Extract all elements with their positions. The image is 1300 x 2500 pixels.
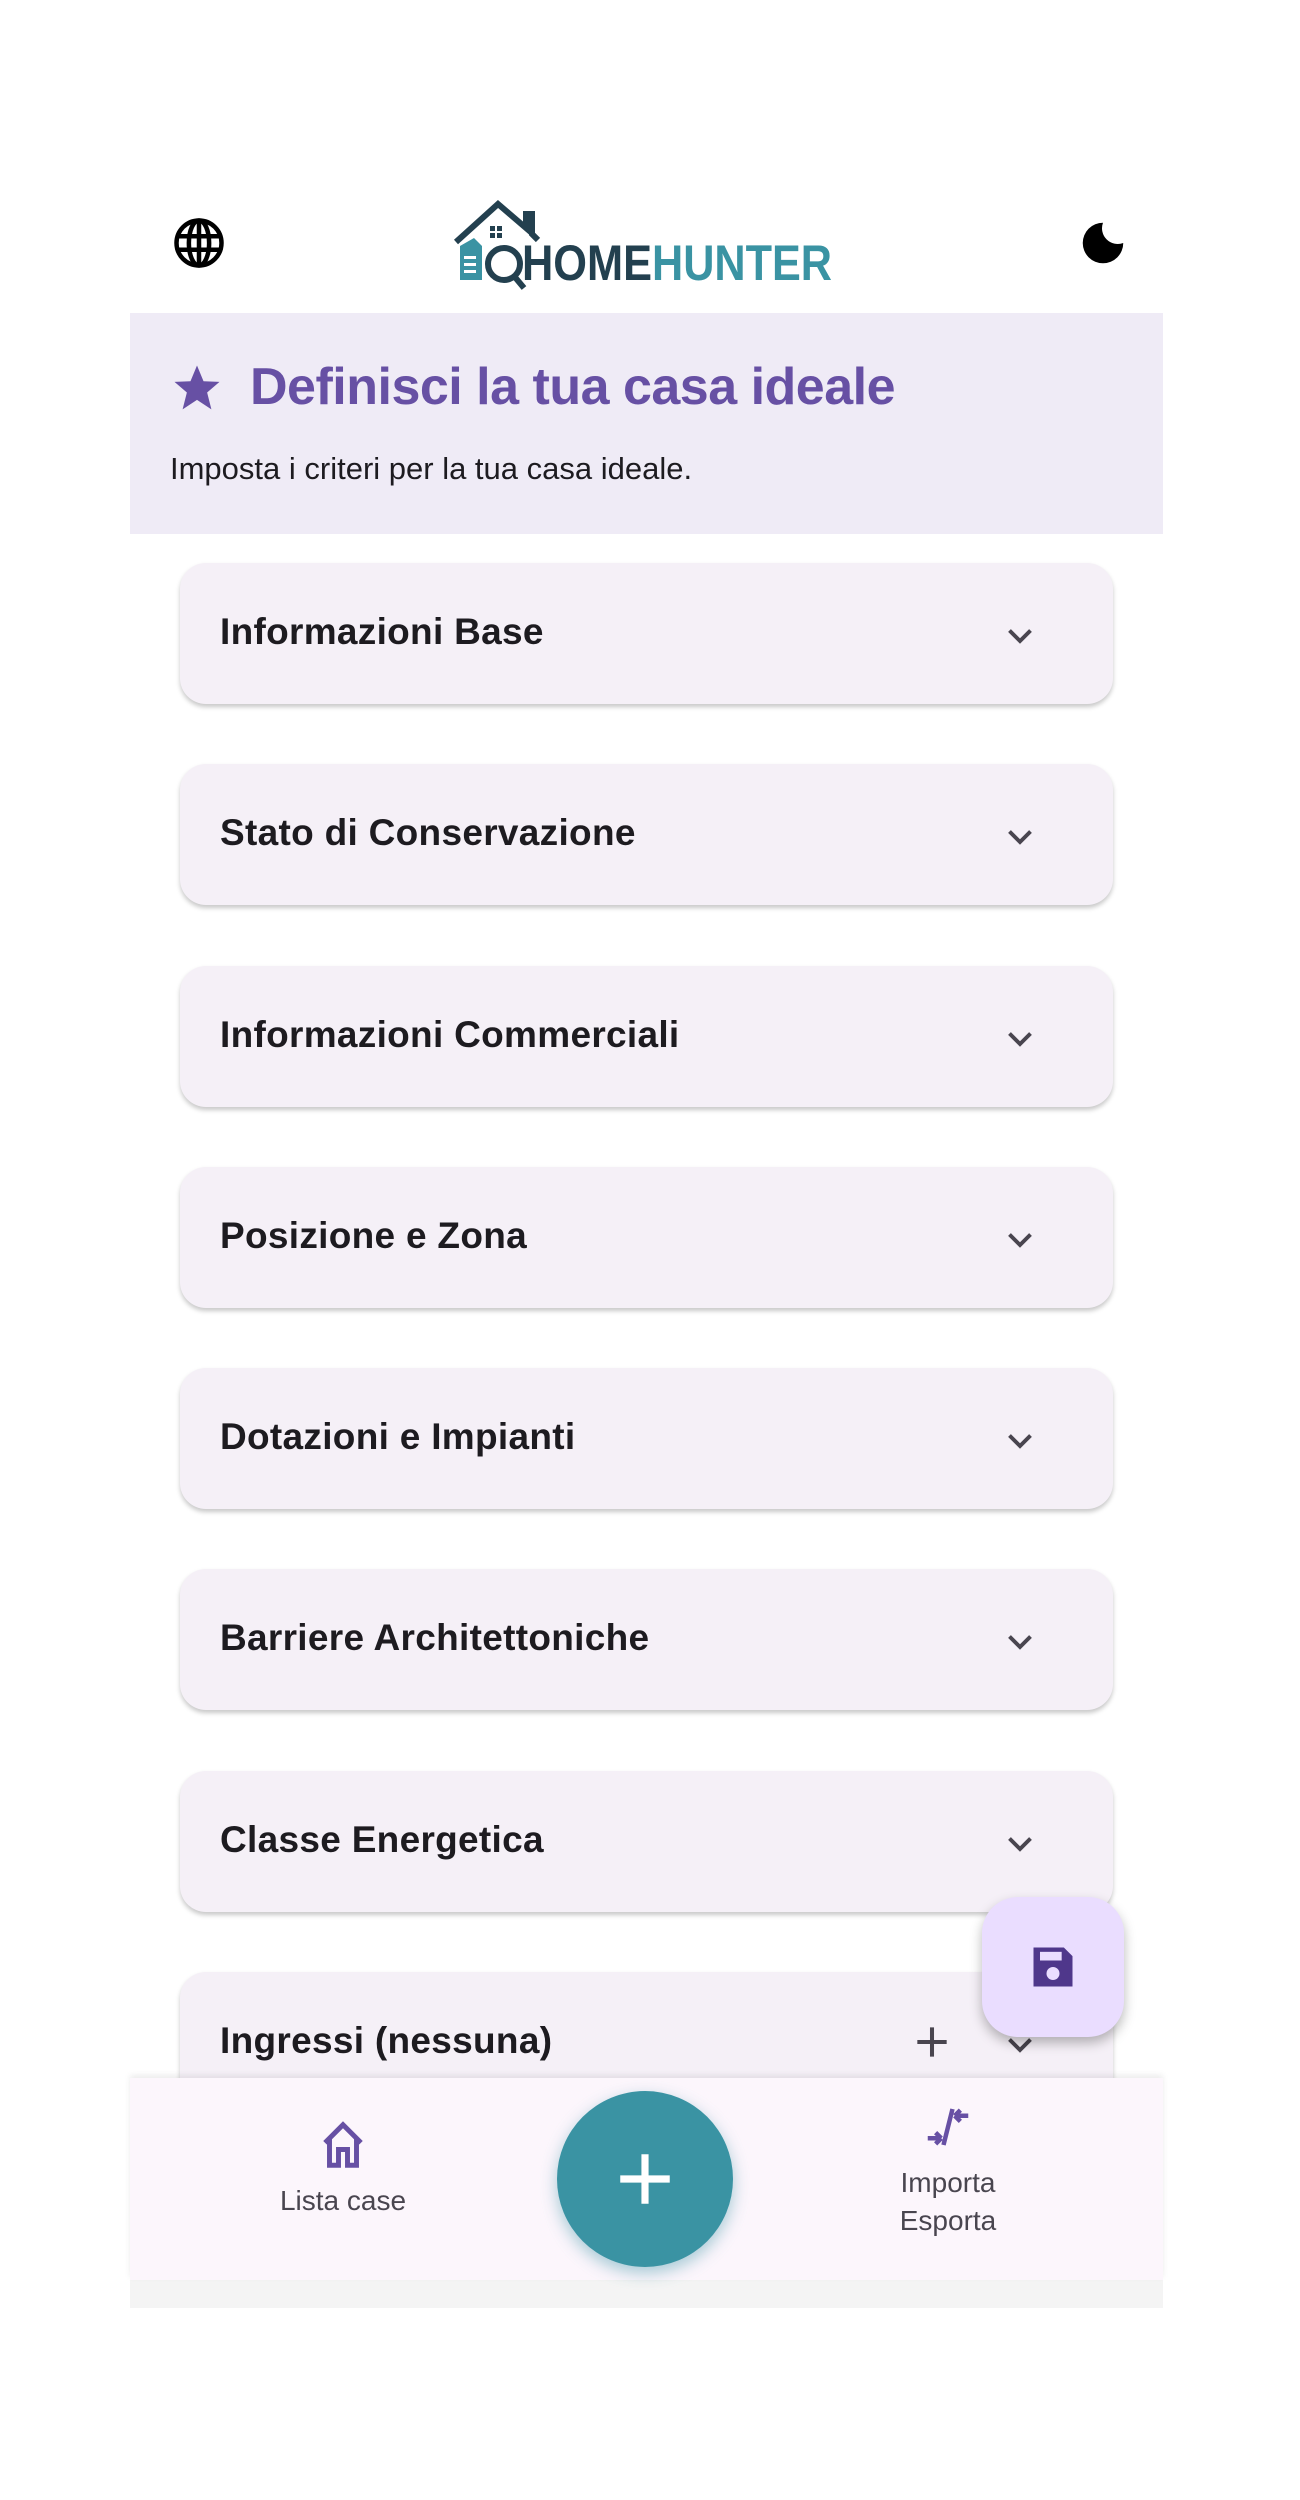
ideal-home-header [130, 313, 1163, 534]
add-house-button[interactable] [557, 2091, 733, 2267]
language-button[interactable] [172, 216, 226, 270]
add-entrance-button[interactable] [910, 2020, 954, 2064]
system-bar [130, 2280, 1163, 2308]
chevron-down-icon [1002, 1623, 1038, 1659]
section-label: Dotazioni e Impianti [220, 1416, 576, 1457]
chevron-down-icon [1002, 617, 1038, 653]
nav-label-line1: Importa [900, 2167, 996, 2198]
section-label: Informazioni Base [220, 611, 544, 652]
theme-toggle-button[interactable] [1076, 216, 1130, 270]
chevron-down-icon [1002, 1020, 1038, 1056]
chevron-down-icon [1002, 1422, 1038, 1458]
section-label: Barriere Architettoniche [220, 1617, 650, 1658]
section-posizione-zona[interactable] [180, 1167, 1113, 1308]
page-subtitle: Imposta i criteri per la tua casa ideale. [170, 451, 693, 486]
section-informazioni-commerciali[interactable] [180, 966, 1113, 1107]
section-label: Ingressi (nessuna) [220, 2020, 553, 2061]
import-export-icon [918, 2100, 978, 2154]
save-icon [1027, 1941, 1079, 1993]
section-informazioni-base[interactable] [180, 563, 1113, 704]
chevron-down-icon [1002, 1825, 1038, 1861]
star-icon [170, 361, 224, 415]
chevron-down-icon [1002, 1221, 1038, 1257]
section-dotazioni-impianti[interactable] [180, 1368, 1113, 1509]
section-label: Posizione e Zona [220, 1215, 528, 1256]
app-logo [452, 198, 836, 290]
logo-text-hunter: HUNTER [652, 235, 832, 291]
logo-text-home: HOME [522, 235, 652, 291]
section-barriere-architettoniche[interactable] [180, 1569, 1113, 1710]
globe-icon [172, 216, 226, 270]
plus-icon [612, 2146, 678, 2212]
section-label: Classe Energetica [220, 1819, 544, 1860]
home-icon [316, 2118, 370, 2172]
page-title: Definisci la tua casa ideale [250, 358, 895, 416]
nav-label: Lista case [279, 2185, 407, 2216]
save-button[interactable] [982, 1897, 1124, 2037]
moon-icon [1076, 216, 1130, 270]
nav-importa-esporta[interactable] [878, 2100, 1018, 2240]
section-label: Stato di Conservazione [220, 812, 636, 853]
section-classe-energetica[interactable] [180, 1771, 1113, 1912]
chevron-down-icon [1002, 818, 1038, 854]
nav-label-line2: Esporta [899, 2205, 997, 2236]
nav-lista-case[interactable] [273, 2118, 413, 2220]
section-label: Informazioni Commerciali [220, 1014, 680, 1055]
section-stato-conservazione[interactable] [180, 764, 1113, 905]
